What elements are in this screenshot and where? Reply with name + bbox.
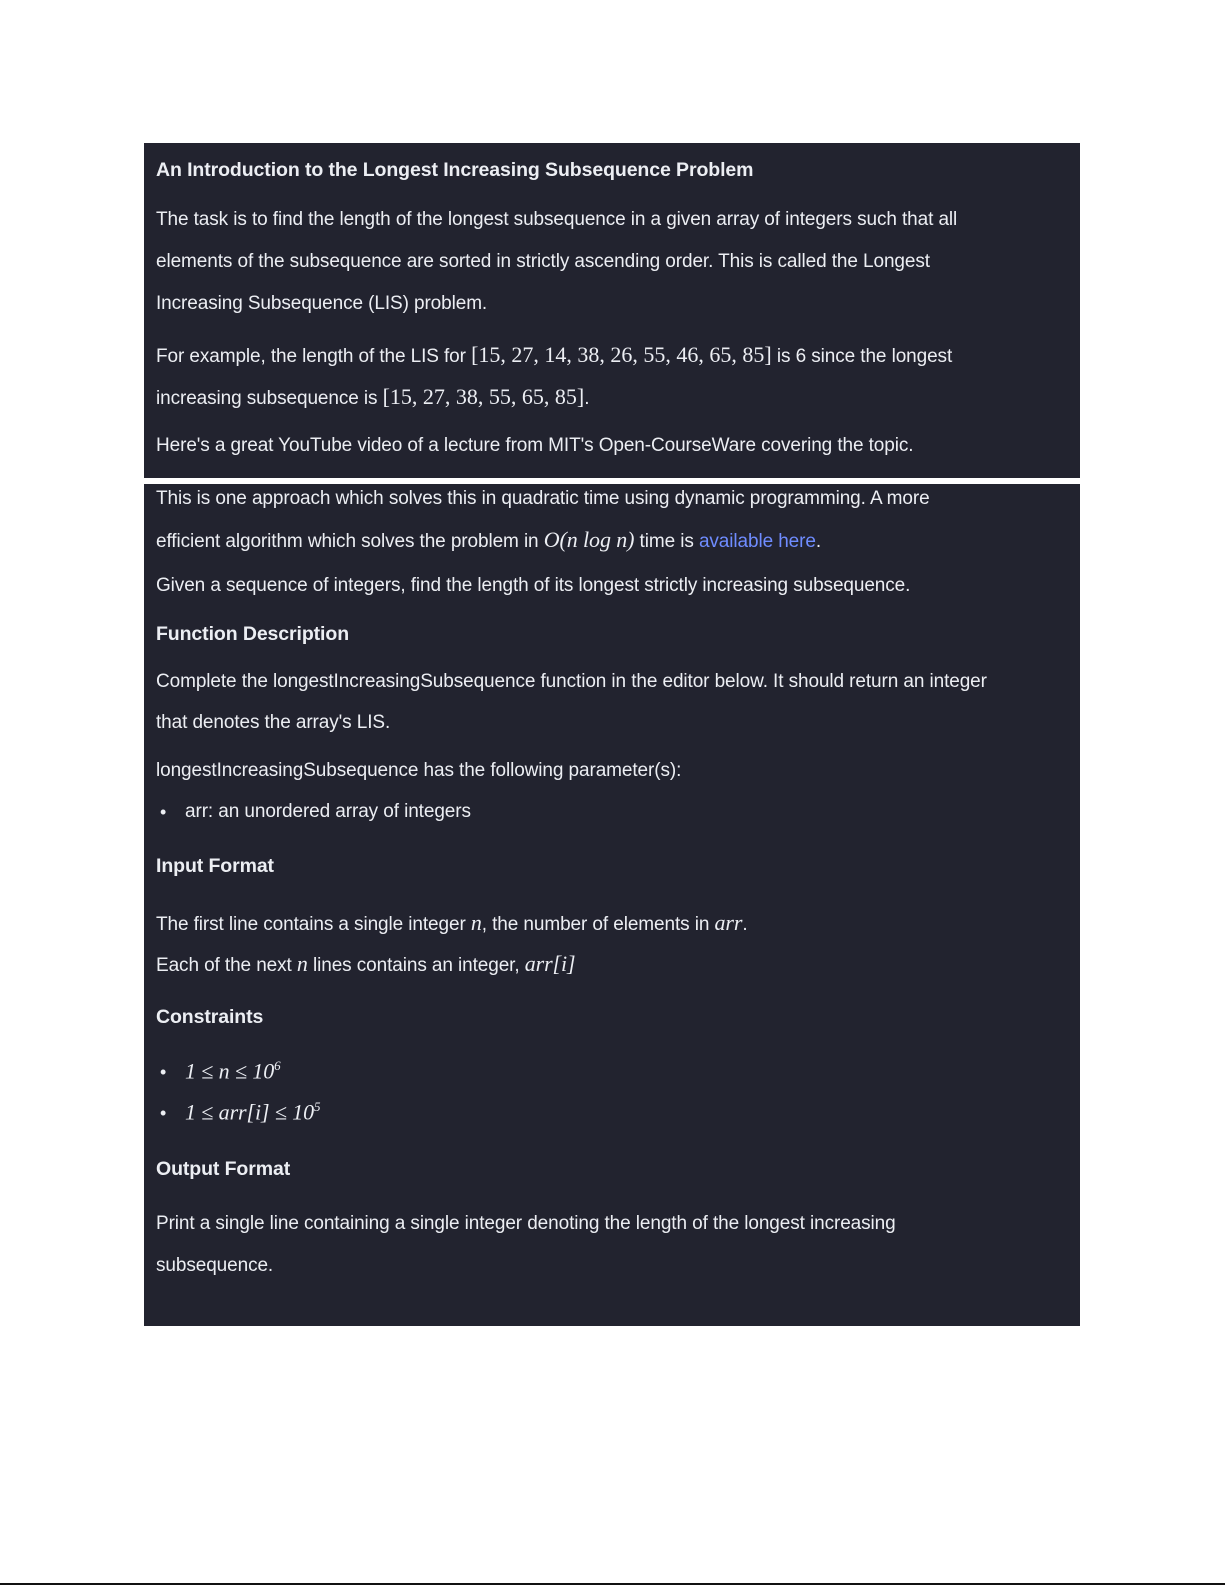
input-text: Each of the next bbox=[156, 955, 297, 976]
problem-statement: Given a sequence of integers, find the length of its longest strictly increasing subsequence. bbox=[156, 575, 911, 596]
constraint-item bbox=[185, 1099, 320, 1125]
example-array: [15, 27, 14, 38, 26, 55, 46, 65, 85] bbox=[471, 342, 772, 367]
intro-panel bbox=[144, 143, 1080, 478]
bullet-icon: • bbox=[160, 802, 167, 822]
constraints-heading: Constraints bbox=[156, 1006, 264, 1028]
constraint-text: 1 ≤ arr[i] ≤ 10 bbox=[185, 1099, 315, 1125]
function-description-heading: Function Description bbox=[156, 623, 350, 645]
example-line bbox=[156, 342, 952, 368]
intro-paragraph-line: elements of the subsequence are sorted in strictly ascending order. This is called the Longest bbox=[156, 251, 930, 272]
example-text: . bbox=[584, 388, 590, 409]
output-format-heading: Output Format bbox=[156, 1158, 291, 1180]
input-text: lines contains an integer, bbox=[307, 955, 525, 976]
approach-text: efficient algorithm which solves the problem in bbox=[156, 531, 544, 552]
available-here-link[interactable]: available here bbox=[698, 531, 816, 552]
input-format-line bbox=[156, 910, 748, 936]
complexity-math: O(n log n) bbox=[543, 527, 635, 552]
intro-paragraph-line: Increasing Subsequence (LIS) problem. bbox=[156, 293, 488, 314]
function-description-line: that denotes the array's LIS. bbox=[156, 712, 391, 733]
approach-line: This is one approach which solves this in quadratic time using dynamic programming. A more bbox=[156, 488, 930, 509]
example-text: is 6 since the longest bbox=[771, 346, 953, 367]
output-format-line: subsequence. bbox=[156, 1255, 274, 1276]
math-arr-i: arr[i] bbox=[524, 951, 576, 976]
intro-paragraph-line: The task is to find the length of the longest subsequence in a given array of integers such that all bbox=[156, 209, 958, 230]
example-text: For example, the length of the LIS for bbox=[156, 346, 472, 367]
function-description-line: Complete the longestIncreasingSubsequence function in the editor below. It should return an integer bbox=[156, 671, 987, 692]
example-subsequence: [15, 27, 38, 55, 65, 85] bbox=[382, 384, 585, 409]
constraint-item bbox=[185, 1058, 281, 1084]
constraint-text: 1 ≤ n ≤ 10 bbox=[185, 1058, 275, 1084]
input-format-line bbox=[156, 951, 575, 977]
bullet-icon: • bbox=[160, 1062, 167, 1082]
input-text: , the number of elements in bbox=[481, 914, 715, 935]
parameter-item: arr: an unordered array of integers bbox=[185, 801, 471, 822]
math-n: n bbox=[470, 910, 482, 935]
constraint-exponent: 6 bbox=[274, 1058, 281, 1073]
constraint-exponent: 5 bbox=[314, 1099, 321, 1114]
math-arr: arr bbox=[714, 910, 743, 935]
intro-title: An Introduction to the Longest Increasing Subsequence Problem bbox=[156, 159, 754, 181]
bullet-icon: • bbox=[160, 1103, 167, 1123]
example-line bbox=[156, 384, 589, 410]
problem-panel bbox=[144, 484, 1080, 1326]
math-n: n bbox=[296, 951, 308, 976]
input-format-heading: Input Format bbox=[156, 855, 274, 877]
input-text: The first line contains a single integer bbox=[156, 914, 471, 935]
output-format-line: Print a single line containing a single integer denoting the length of the longest increasing bbox=[156, 1213, 896, 1234]
video-reference: Here's a great YouTube video of a lecture from MIT's Open-CourseWare covering the topic. bbox=[156, 435, 914, 456]
example-text: increasing subsequence is bbox=[156, 388, 383, 409]
parameters-intro: longestIncreasingSubsequence has the following parameter(s): bbox=[156, 760, 682, 781]
input-text: . bbox=[742, 914, 748, 935]
approach-text: time is bbox=[634, 531, 699, 552]
approach-text: . bbox=[815, 531, 822, 552]
approach-line bbox=[156, 527, 821, 553]
